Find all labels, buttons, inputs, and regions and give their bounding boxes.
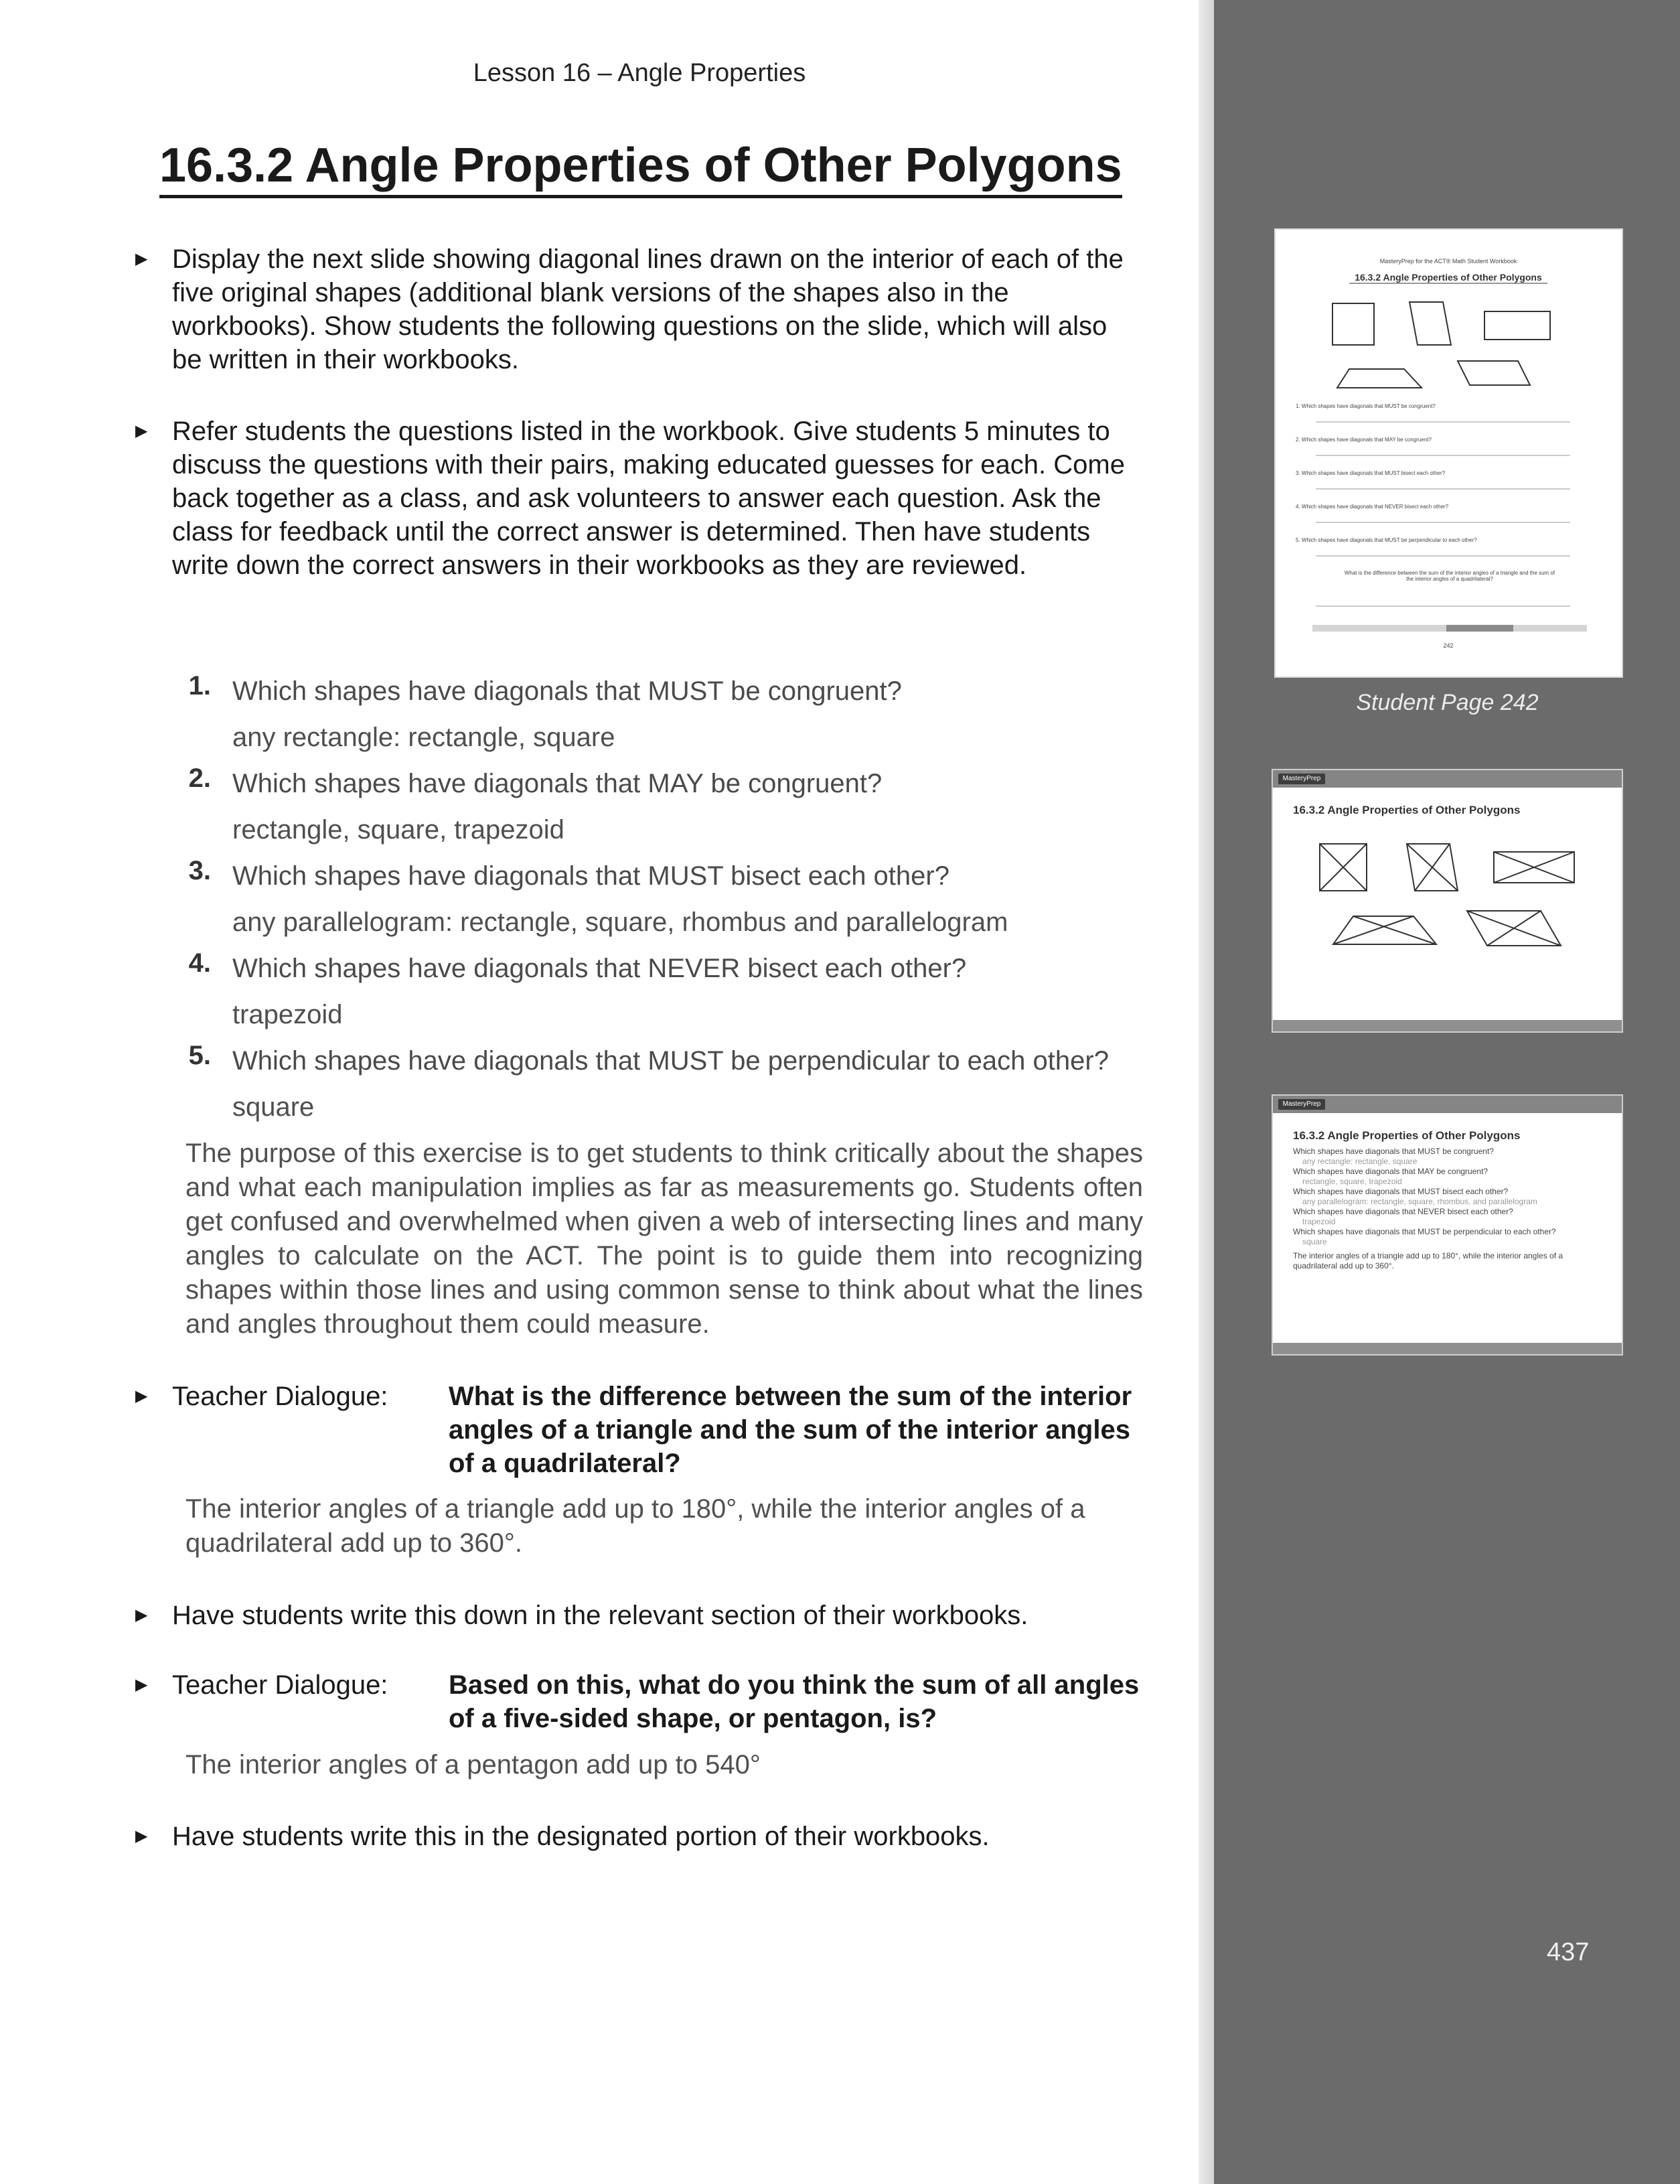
slide-answer: square [1302,1237,1327,1246]
thumb-page-header: MasteryPrep for the ACT® Math Student Workbook [1379,258,1517,265]
list-item [181,763,1158,856]
bullet-text: Display the next slide showing diagonal lines drawn on the interior of each of the five original shapes (additional blank versions of the shapes also in the workbooks). Show students the following questions on the slide, which will also be written in their workbooks. [172,244,1124,374]
bullet-designated-portion [135,1820,1140,1853]
teacher-dialogue-label: Teacher Dialogue: [172,1670,388,1700]
slide-question: Which shapes have diagonals that MUST bisect each other? [1293,1187,1509,1196]
slide-question: Which shapes have diagonals that MAY be congruent? [1293,1167,1488,1176]
bullet-arrow-icon: ▶ [135,250,148,268]
question-list [181,671,1158,1133]
thumb-page-number: 242 [1443,642,1454,649]
question-answer: any rectangle: rectangle, square [232,723,615,752]
thumb-question-3: 3. Which shapes have diagonals that MUST bisect each other? [1296,470,1446,476]
thumb-question-5: 5. Which shapes have diagonals that MUST be perpendicular to each other? [1296,537,1477,543]
slide-answer: any rectangle: rectangle, square [1302,1157,1418,1166]
teacher-dialogue-question: What is the difference between the sum of the interior angles of a triangle and the sum of the interior angles of a quadrilateral? [449,1382,1132,1478]
bullet-teacher-dialogue-2 [135,1668,1140,1735]
question-number: 3. [188,856,211,885]
question-text: Which shapes have diagonals that MUST be congruent? [232,676,902,706]
bullet-teacher-dialogue-1 [135,1380,1140,1480]
bullet-arrow-icon: ▶ [135,1827,148,1845]
purpose-paragraph: The purpose of this exercise is to get students to think critically about the shapes and what each manipulation implies as far as measurements go. Students often get confused and overwhelmed when given a web of intersecting lines and many angles to calculate on the ACT. The point is to guide them into recognizing shapes within those lines and using common sense to think about what the lines and angles throughout them could measure. [185,1139,1143,1339]
slide-question: Which shapes have diagonals that MUST be perpendicular to each other? [1293,1227,1556,1236]
question-number: 2. [188,763,211,793]
bullet-write-down [135,1599,1140,1632]
bullet-arrow-icon: ▶ [135,1606,148,1624]
slide-nav-bar [1273,1343,1622,1354]
shapes-diagonals-diagram [1273,817,1622,1011]
list-item [181,671,1158,763]
masteryprep-logo: MasteryPrep [1278,1099,1325,1110]
student-page-caption: Student Page 242 [1356,690,1539,715]
bullet-refer-students [135,415,1140,582]
list-item [181,948,1158,1041]
slide-title: 16.3.2 Angle Properties of Other Polygons [1293,804,1521,816]
slide-question: Which shapes have diagonals that MUST be congruent? [1293,1147,1494,1156]
thumb-question-1: 1. Which shapes have diagonals that MUST be congruent? [1296,403,1436,409]
question-answer: rectangle, square, trapezoid [232,815,564,845]
bullet-text: Refer students the questions listed in the workbook. Give students 5 minutes to discuss the questions with their pairs, making educated guesses for each. Come back together as a class, and ask volunteers to answer each question. Ask the class for feedback until the correct answer is determined. Then have students write down the correct answers in their workbooks as they are reviewed. [172,417,1125,580]
question-text: Which shapes have diagonals that MAY be congruent? [232,769,883,798]
list-item [181,856,1158,948]
slide-questions-thumbnail [1272,1094,1623,1356]
question-number: 5. [188,1041,211,1070]
slide-header-bar [1273,1096,1622,1113]
page-number: 437 [1547,1938,1590,1966]
thumb-question-2: 2. Which shapes have diagonals that MAY be congruent? [1296,437,1432,443]
slide-question-list [1293,1147,1608,1271]
bullet-display-slide [135,242,1140,376]
teacher-dialogue-row [172,1380,1140,1480]
teacher-dialogue-answer: The interior angles of a pentagon add up to 540° [185,1750,761,1779]
slide-title: 16.3.2 Angle Properties of Other Polygons [1293,1129,1521,1142]
student-page-thumbnail-drawing [1276,230,1622,676]
slide-header-bar [1273,770,1622,788]
thumb-question-4: 4. Which shapes have diagonals that NEVER bisect each other? [1296,504,1449,510]
teacher-dialogue-question: Based on this, what do you think the sum of all angles of a five-sided shape, or pentagon, is? [449,1670,1140,1733]
question-text: Which shapes have diagonals that MUST be perpendicular to each other? [232,1046,1109,1076]
question-number: 1. [188,671,211,701]
teacher-dialogue-label: Teacher Dialogue: [172,1382,388,1411]
teacher-dialogue-row [172,1668,1140,1735]
question-answer: trapezoid [232,1000,343,1029]
slide-answer: rectangle, square, trapezoid [1302,1177,1402,1186]
thumb-page-title: 16.3.2 Angle Properties of Other Polygons [1355,272,1542,283]
bullet-arrow-icon: ▶ [135,1387,148,1405]
bullet-arrow-icon: ▶ [135,422,148,440]
page-gutter [1199,0,1214,2184]
section-title: 16.3.2 Angle Properties of Other Polygons [159,139,1122,198]
slide-answer: trapezoid [1302,1217,1336,1226]
masteryprep-logo: MasteryPrep [1278,774,1325,784]
slide-diagonals-thumbnail [1272,769,1623,1033]
list-item [181,1041,1158,1133]
question-answer: square [232,1092,315,1122]
question-number: 4. [188,948,211,978]
slide-nav-bar [1273,1020,1622,1031]
question-answer: any parallelogram: rectangle, square, rhombus and parallelogram [232,907,1008,937]
slide-answer: any parallelogram: rectangle, square, rhombus, and parallelogram [1302,1197,1537,1206]
question-text: Which shapes have diagonals that MUST bisect each other? [232,861,949,891]
lesson-header: Lesson 16 – Angle Properties [473,59,806,87]
teacher-dialogue-answer: The interior angles of a triangle add up to 180°, while the interior angles of a quadrilateral add up to 360°. [185,1494,1085,1558]
student-page-thumbnail [1274,228,1623,678]
thumb-final-question: What is the difference between the sum of the interior angles of a triangle and the sum of the interior angles of a quadrilateral? [1344,570,1555,582]
slide-question: Which shapes have diagonals that NEVER bisect each other? [1293,1207,1513,1216]
bullet-arrow-icon: ▶ [135,1676,148,1694]
bullet-text: Have students write this down in the relevant section of their workbooks. [172,1601,1028,1630]
bullet-text: Have students write this in the designated portion of their workbooks. [172,1822,990,1851]
slide-footer-text: The interior angles of a triangle add up to 180°, while the interior angles of a quadrilateral add up to 360°. [1293,1251,1563,1270]
question-text: Which shapes have diagonals that NEVER bisect each other? [232,954,967,983]
